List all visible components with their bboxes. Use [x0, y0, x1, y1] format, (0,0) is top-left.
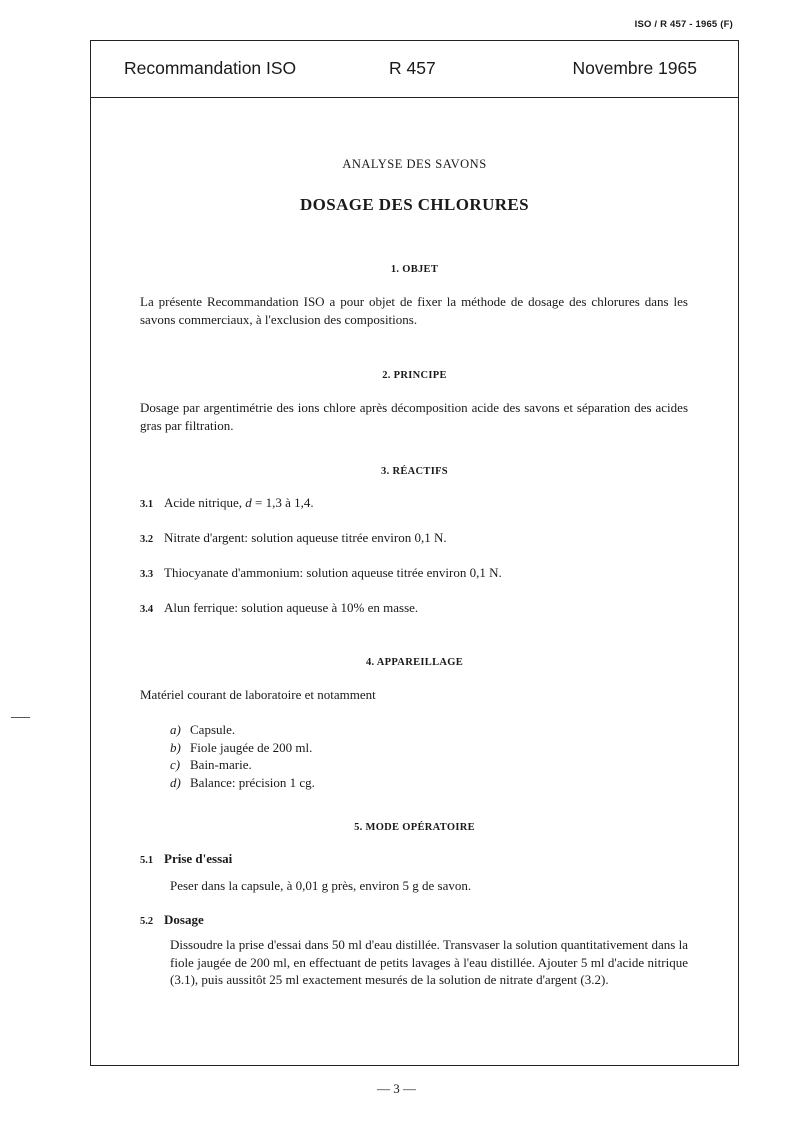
page-number: — 3 —	[377, 1081, 416, 1096]
margin-mark	[11, 717, 30, 718]
reagent-3-1	[140, 495, 314, 511]
list-letter: a)	[170, 722, 181, 737]
reagent-3-2	[140, 530, 447, 546]
item-number: 3.2	[140, 534, 154, 545]
list-item	[170, 756, 315, 774]
section-1-text: La présente Recommandation ISO a pour objet de fixer la méthode de dosage des chlorures dans les savons commerciaux, à l'exclusion des compositions.	[140, 294, 688, 327]
section-4-heading: 4. APPAREILLAGE	[365, 657, 464, 668]
header-center: R 457	[389, 58, 436, 78]
section-3-heading: 3. RÉACTIFS	[381, 466, 448, 477]
section-1-heading: 1. OBJET	[390, 264, 439, 275]
equipment-list	[170, 721, 315, 791]
document-reference: ISO / R 457 - 1965 (F)	[634, 19, 733, 30]
subsection-5-2-title	[140, 912, 204, 928]
item-number: 3.1	[140, 499, 154, 510]
header-right: Novembre 1965	[572, 58, 697, 78]
list-text: Bain-marie.	[190, 757, 252, 772]
item-number: 3.3	[140, 569, 154, 580]
section-4-intro: Matériel courant de laboratoire et notamment	[140, 687, 376, 702]
item-text: Nitrate d'argent: solution aqueuse titrée environ 0,1 N.	[164, 530, 447, 545]
list-text: Capsule.	[190, 722, 236, 737]
subsection-number: 5.1	[140, 855, 154, 866]
subsection-5-2-text: Dissoudre la prise d'essai dans 50 ml d'eau distillée. Transvaser la solution quantitativement dans la fiole jaugée de 200 ml, en effectuant de petits lavages à l'eau distillée. Ajouter 5 ml d'acide nitrique (3.1), puis aussitôt 25 ml exactement mesurés de la solution de nitrate d'argent (3.2).	[170, 937, 688, 987]
density-symbol: d	[245, 495, 252, 510]
item-text: = 1,3 à 1,4.	[251, 495, 314, 510]
item-text: Thiocyanate d'ammonium: solution aqueuse titrée environ 0,1 N.	[164, 565, 502, 580]
section-2-text: Dosage par argentimétrie des ions chlore après décomposition acide des savons et séparation des acides gras par filtration.	[140, 400, 688, 433]
item-text: Acide nitrique,	[164, 495, 246, 510]
reagent-3-3	[140, 565, 502, 581]
list-item	[170, 739, 315, 757]
list-text: Balance: précision 1 cg.	[190, 774, 315, 790]
subsection-title: Dosage	[164, 912, 204, 927]
subsection-title: Prise d'essai	[164, 851, 233, 866]
section-5-heading: 5. MODE OPÉRATOIRE	[354, 822, 475, 833]
header-left: Recommandation ISO	[124, 58, 297, 78]
subsection-number: 5.2	[140, 916, 154, 927]
list-letter: d)	[170, 774, 181, 790]
subsection-5-1-title	[140, 851, 232, 867]
item-number: 3.4	[140, 604, 154, 615]
section-2-heading: 2. PRINCIPE	[382, 370, 447, 381]
subsection-5-1-text: Peser dans la capsule, à 0,01 g près, environ 5 g de savon.	[170, 878, 472, 893]
list-letter: c)	[170, 757, 181, 772]
page-title: DOSAGE DES CHLORURES	[299, 195, 530, 214]
list-text: Fiole jaugée de 200 ml.	[190, 739, 313, 755]
list-letter: b)	[170, 739, 181, 755]
list-item	[170, 774, 315, 792]
page-frame	[90, 40, 739, 1066]
subtitle: ANALYSE DES SAVONS	[342, 157, 487, 171]
reagent-3-4	[140, 600, 418, 616]
item-text: Alun ferrique: solution aqueuse à 10% en masse.	[164, 600, 419, 615]
list-item	[170, 721, 315, 739]
header-band	[91, 41, 738, 98]
